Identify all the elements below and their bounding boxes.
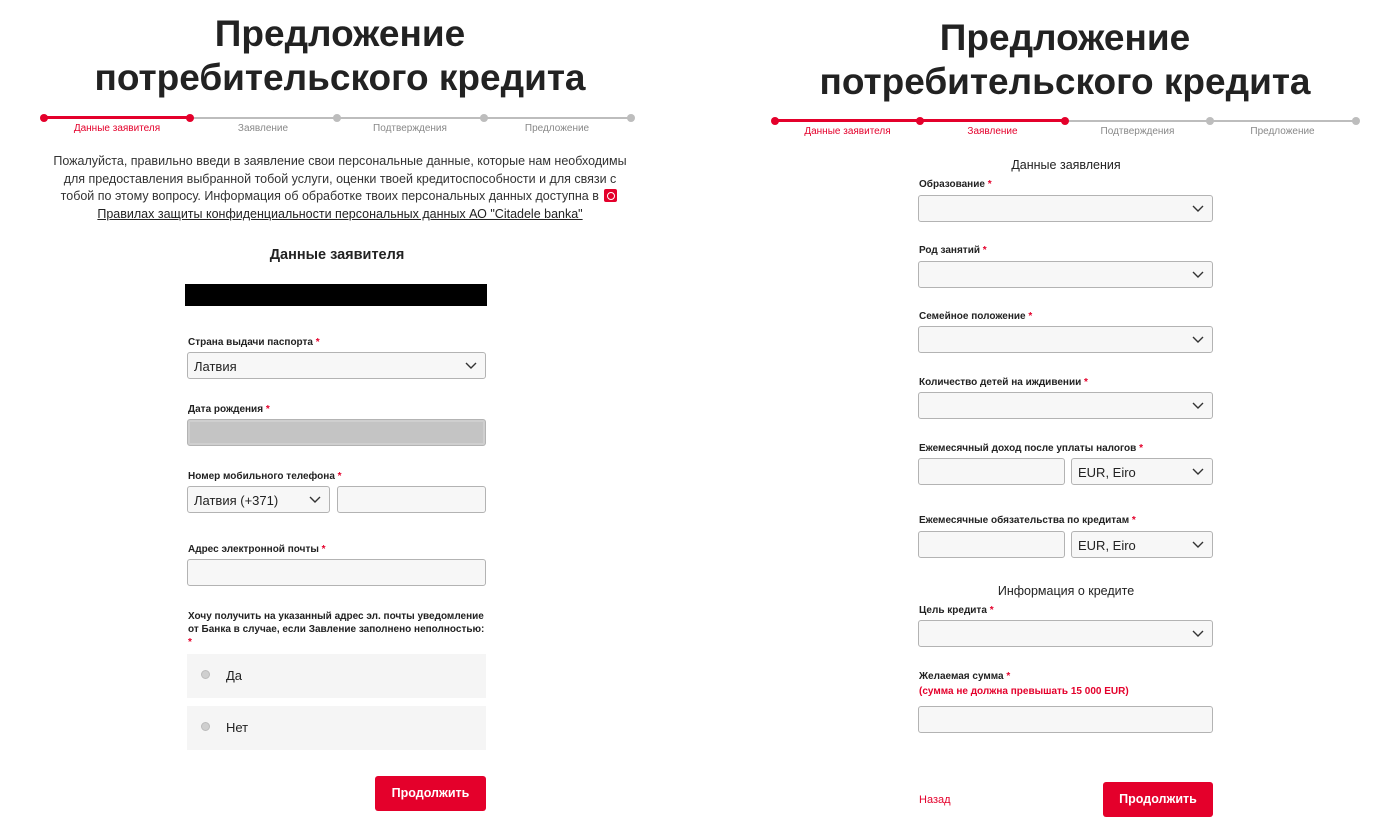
radio-option-yes[interactable] bbox=[187, 654, 486, 698]
redacted-name-block bbox=[185, 284, 487, 306]
step-dot-5 bbox=[1352, 117, 1360, 125]
obligations-currency-select[interactable] bbox=[1071, 531, 1213, 558]
credit-obligations-label: Ежемесячные обязательства по кредитам * bbox=[919, 515, 1136, 526]
credit-obligations-input[interactable] bbox=[918, 531, 1065, 558]
step-dot-5 bbox=[627, 114, 635, 122]
step-label-application: Заявление bbox=[967, 126, 1018, 137]
back-link[interactable]: Назад bbox=[919, 794, 951, 806]
amount-limit-note: (сумма не должна превышать 15 000 EUR) bbox=[919, 686, 1129, 697]
monthly-income-input[interactable] bbox=[918, 458, 1065, 485]
section-title-credit-info: Информация о кредите bbox=[997, 584, 1135, 598]
title-line-2: потребительского кредита bbox=[94, 57, 586, 98]
education-label: Образование * bbox=[919, 179, 992, 190]
step-label-applicant: Данные заявителя bbox=[73, 123, 161, 134]
income-currency-select[interactable] bbox=[1071, 458, 1213, 485]
notify-label: Хочу получить на указанный адрес эл. почты уведомление от Банка в случае, если Завление заполнено неполностью: * bbox=[188, 611, 485, 648]
progress-stepper bbox=[44, 114, 631, 134]
email-label: Адрес электронной почты * bbox=[188, 544, 326, 555]
radio-button-yes[interactable] bbox=[201, 670, 210, 679]
step-dot-2 bbox=[916, 117, 924, 125]
step-label-confirmations: Подтверждения bbox=[1100, 126, 1175, 137]
step-label-confirmations: Подтверждения bbox=[373, 123, 447, 134]
radio-label-yes: Да bbox=[226, 668, 243, 683]
step-dot-3 bbox=[1061, 117, 1069, 125]
right-form-panel bbox=[760, 0, 1370, 827]
section-title-application-data: Данные заявления bbox=[1011, 158, 1121, 172]
intro-text bbox=[50, 153, 630, 223]
step-dot-1 bbox=[771, 117, 779, 125]
phone-country-select[interactable] bbox=[187, 486, 330, 513]
birth-date-field bbox=[187, 419, 486, 446]
monthly-income-label: Ежемесячный доход после уплаты налогов * bbox=[919, 443, 1143, 454]
chevron-down-icon bbox=[1192, 399, 1204, 411]
privacy-rules-link[interactable]: Правилах защиты конфиденциальности персональных данных АО "Citadele banka" bbox=[97, 206, 583, 221]
section-title-applicant: Данные заявителя bbox=[269, 247, 405, 263]
chevron-down-icon bbox=[1192, 465, 1204, 477]
step-label-offer: Предложение bbox=[1250, 126, 1315, 137]
radio-label-no: Нет bbox=[226, 720, 249, 735]
title-line-1: Предложение bbox=[939, 17, 1191, 58]
chevron-down-icon bbox=[1192, 333, 1204, 345]
marital-status-select[interactable] bbox=[918, 326, 1213, 353]
passport-country-label: Страна выдачи паспорта * bbox=[188, 337, 320, 348]
radio-button-no[interactable] bbox=[201, 722, 210, 731]
credit-purpose-select[interactable] bbox=[918, 620, 1213, 647]
chevron-down-icon bbox=[1192, 538, 1204, 550]
phone-label: Номер мобильного телефона * bbox=[188, 471, 342, 482]
income-currency-value: EUR, Eiro bbox=[1078, 465, 1136, 480]
step-label-offer: Предложение bbox=[524, 123, 590, 134]
title-line-2: потребительского кредита bbox=[819, 61, 1311, 102]
occupation-select[interactable] bbox=[918, 261, 1213, 288]
step-dot-1 bbox=[40, 114, 48, 122]
title-line-1: Предложение bbox=[214, 13, 466, 54]
continue-button[interactable]: Продолжить bbox=[1103, 782, 1213, 817]
chevron-down-icon bbox=[465, 359, 477, 371]
chevron-down-icon bbox=[1192, 627, 1204, 639]
continue-button[interactable]: Продолжить bbox=[375, 776, 486, 811]
step-dot-4 bbox=[1206, 117, 1214, 125]
chevron-down-icon bbox=[1192, 202, 1204, 214]
credit-purpose-label: Цель кредита * bbox=[919, 605, 994, 616]
marital-status-label: Семейное положение * bbox=[919, 311, 1033, 322]
step-dot-4 bbox=[480, 114, 488, 122]
phone-country-value: Латвия (+371) bbox=[194, 493, 279, 508]
left-form-panel bbox=[0, 0, 680, 827]
children-count-label: Количество детей на иждивении * bbox=[919, 377, 1088, 388]
children-count-select[interactable] bbox=[918, 392, 1213, 419]
passport-country-value: Латвия bbox=[194, 359, 237, 374]
page-title bbox=[0, 12, 680, 100]
intro-body: Пожалуйста, правильно введи в заявление свои персональные данные, которые нам необходимы для предоставления выбранной тобой услуги, оценки твоей кредитоспособности и для связи с тобой по этому вопросу. Информация об обработке твоих персональных данных доступна в bbox=[53, 154, 627, 203]
progress-stepper bbox=[775, 117, 1356, 137]
phone-number-input[interactable] bbox=[337, 486, 486, 513]
step-dot-3 bbox=[333, 114, 341, 122]
chevron-down-icon bbox=[1192, 268, 1204, 280]
step-label-applicant: Данные заявителя bbox=[804, 126, 891, 137]
chevron-down-icon bbox=[309, 493, 321, 505]
pdf-icon bbox=[604, 189, 617, 202]
passport-country-select[interactable] bbox=[187, 352, 486, 379]
obligations-currency-value: EUR, Eiro bbox=[1078, 538, 1136, 553]
step-dot-2 bbox=[186, 114, 194, 122]
occupation-label: Род занятий * bbox=[919, 245, 987, 256]
desired-amount-input[interactable] bbox=[918, 706, 1213, 733]
page-title bbox=[760, 16, 1370, 104]
radio-option-no[interactable] bbox=[187, 706, 486, 750]
birth-date-label: Дата рождения * bbox=[188, 404, 270, 415]
birth-date-redacted bbox=[190, 422, 483, 443]
email-input[interactable] bbox=[187, 559, 486, 586]
education-select[interactable] bbox=[918, 195, 1213, 222]
stepper-track-active bbox=[44, 116, 190, 119]
step-label-application: Заявление bbox=[237, 123, 289, 134]
desired-amount-label: Желаемая сумма * bbox=[919, 671, 1011, 682]
